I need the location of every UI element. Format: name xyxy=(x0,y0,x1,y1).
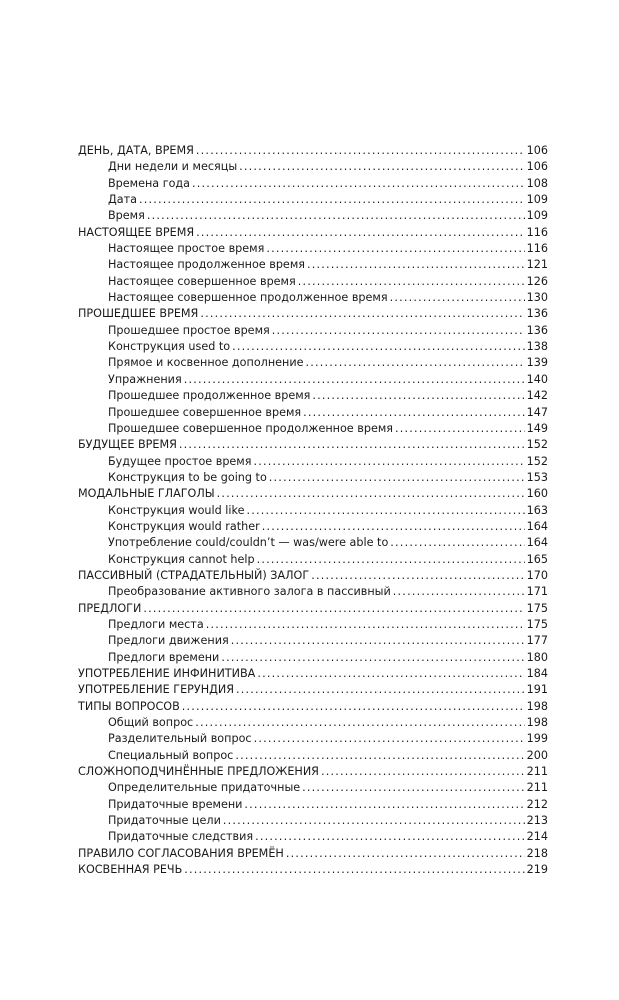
toc-entry-title: ПАССИВНЫЙ (СТРАДАТЕЛЬНЫЙ) ЗАЛОГ xyxy=(78,568,310,582)
toc-page-number: 211 xyxy=(526,765,548,779)
dot-leader xyxy=(255,829,525,845)
toc-entry-title: ТИПЫ ВОПРОСОВ xyxy=(78,699,180,713)
toc-subsection-entry xyxy=(78,650,548,666)
dot-leader xyxy=(246,503,524,519)
toc-entry-title: Конструкция cannot help xyxy=(108,552,255,566)
dot-leader xyxy=(239,159,524,175)
toc-entry-title: МОДАЛЬНЫЕ ГЛАГОЛЫ xyxy=(78,487,215,501)
toc-page-number: 175 xyxy=(526,617,548,631)
toc-subsection-entry xyxy=(78,829,548,845)
toc-page-number: 152 xyxy=(526,454,548,468)
dot-leader xyxy=(232,339,525,355)
dot-leader xyxy=(231,633,525,649)
toc-subsection-entry xyxy=(78,454,548,470)
toc-entry-title: Дни недели и месяцы xyxy=(108,160,238,174)
toc-subsection-entry xyxy=(78,159,548,175)
toc-section-entry xyxy=(78,666,548,682)
dot-leader xyxy=(206,617,525,633)
dot-leader xyxy=(266,241,524,257)
toc-entry-title: Прошедшее совершенное продолженное время xyxy=(108,421,393,435)
dot-leader xyxy=(312,388,524,404)
toc-section-entry xyxy=(78,862,548,878)
toc-page-number: 184 xyxy=(526,667,548,680)
toc-page-number: 171 xyxy=(526,585,548,599)
toc-page-number: 212 xyxy=(526,797,548,811)
toc-section-entry xyxy=(78,764,548,780)
toc-entry-title: Придаточные цели xyxy=(108,814,221,828)
dot-leader xyxy=(306,355,525,371)
toc-subsection-entry xyxy=(78,388,548,404)
toc-entry-title: Общий вопрос xyxy=(108,716,194,730)
toc-page-number: 142 xyxy=(526,389,548,403)
toc-subsection-entry xyxy=(78,813,548,829)
toc-page-number: 200 xyxy=(526,748,548,762)
dot-leader xyxy=(262,519,525,535)
toc-subsection-entry xyxy=(78,339,548,355)
toc-page-number: 130 xyxy=(526,291,548,305)
toc-entry-title: Предлоги времени xyxy=(108,650,220,664)
toc-page-number: 152 xyxy=(526,438,548,452)
toc-subsection-entry xyxy=(78,192,548,208)
dot-leader xyxy=(221,650,524,666)
toc-page-number: 149 xyxy=(526,421,548,435)
toc-entry-title: УПОТРЕБЛЕНИЕ ИНФИНИТИВА xyxy=(78,667,256,680)
toc-entry-title: Время xyxy=(108,209,145,223)
dot-leader xyxy=(192,176,525,192)
toc-entry-title: Настоящее совершенное время xyxy=(108,274,296,288)
toc-page-number: 180 xyxy=(526,650,548,664)
toc-subsection-entry xyxy=(78,470,548,486)
toc-page-number: 164 xyxy=(526,519,548,533)
dot-leader xyxy=(257,552,525,568)
toc-page-number: 106 xyxy=(526,144,548,157)
toc-subsection-entry xyxy=(78,633,548,649)
toc-page-number: 153 xyxy=(526,470,548,484)
toc-page-number: 177 xyxy=(526,634,548,648)
toc-entry-title: Конструкция used to xyxy=(108,340,231,354)
toc-page-number: 136 xyxy=(526,323,548,337)
dot-leader xyxy=(303,405,525,421)
toc-entry-title: КОСВЕННАЯ РЕЧЬ xyxy=(78,863,183,877)
toc-subsection-entry xyxy=(78,519,548,535)
toc-entry-title: Настоящее совершенное продолженное время xyxy=(108,291,388,305)
toc-entry-title: Разделительный вопрос xyxy=(108,732,252,746)
dot-leader xyxy=(298,274,525,290)
toc-page-number: 138 xyxy=(526,340,548,354)
toc-entry-title: Придаточные времени xyxy=(108,797,243,811)
dot-leader xyxy=(196,143,525,159)
toc-entry-title: Будущее простое время xyxy=(108,454,252,468)
toc-entry-title: Предлоги места xyxy=(108,617,204,631)
toc-entry-title: Прошедшее совершенное время xyxy=(108,405,302,419)
dot-leader xyxy=(223,813,525,829)
toc-page-number: 108 xyxy=(526,176,548,190)
dot-leader xyxy=(272,323,525,339)
toc-entry-title: Прямое и косвенное дополнение xyxy=(108,356,304,370)
dot-leader xyxy=(254,731,525,747)
toc-subsection-entry xyxy=(78,355,548,371)
toc-page-number: 147 xyxy=(526,405,548,419)
toc-entry-title: ПРОШЕДШЕЕ ВРЕМЯ xyxy=(78,307,199,321)
toc-subsection-entry xyxy=(78,405,548,421)
dot-leader xyxy=(321,764,525,780)
toc-section-entry xyxy=(78,306,548,322)
toc-entry-title: Дата xyxy=(108,193,137,207)
toc-page-number: 139 xyxy=(526,356,548,370)
toc-page-number: 116 xyxy=(526,242,548,256)
toc-entry-title: УПОТРЕБЛЕНИЕ ГЕРУНДИЯ xyxy=(78,683,234,697)
toc-page-number: 199 xyxy=(526,732,548,746)
toc-page-number: 136 xyxy=(526,307,548,321)
toc-page-number: 160 xyxy=(526,487,548,501)
dot-leader xyxy=(311,568,524,584)
toc-page-number: 198 xyxy=(526,699,548,713)
toc-entry-title: Времена года xyxy=(108,176,191,190)
dot-leader xyxy=(302,780,524,796)
toc-entry-title: Конструкция would like xyxy=(108,503,245,517)
dot-leader xyxy=(307,257,525,273)
toc-page-number: 211 xyxy=(526,781,548,795)
toc-entry-title: Конструкция to be going to xyxy=(108,470,267,484)
dot-leader xyxy=(390,535,524,551)
toc-entry-title: ДЕНЬ, ДАТА, ВРЕМЯ xyxy=(78,144,194,157)
dot-leader xyxy=(236,682,525,698)
dot-leader xyxy=(393,584,525,600)
toc-section-entry xyxy=(78,699,548,715)
toc-page-number: 121 xyxy=(526,258,548,272)
dot-leader xyxy=(235,748,524,764)
toc-entry-title: Придаточные следствия xyxy=(108,830,254,844)
toc-subsection-entry xyxy=(78,503,548,519)
toc-page-number: 116 xyxy=(526,225,548,239)
toc-subsection-entry xyxy=(78,780,548,796)
toc-entry-title: Предлоги движения xyxy=(108,634,229,648)
dot-leader xyxy=(147,208,525,224)
dot-leader xyxy=(244,797,524,813)
dot-leader xyxy=(143,601,524,617)
toc-section-entry xyxy=(78,486,548,502)
toc-subsection-entry xyxy=(78,552,548,568)
toc-page-number: 175 xyxy=(526,601,548,615)
toc-entry-title: Настоящее продолженное время xyxy=(108,258,305,272)
toc-entry-title: Конструкция would rather xyxy=(108,519,260,533)
dot-leader xyxy=(253,454,524,470)
toc-page-number: 140 xyxy=(526,372,548,386)
toc-page-number: 218 xyxy=(526,846,548,860)
toc-page-number: 198 xyxy=(526,716,548,730)
toc-section-entry xyxy=(78,143,548,159)
toc-entry-title: Употребление could/couldn’t — was/were able to xyxy=(108,536,389,550)
dot-leader xyxy=(200,306,524,322)
toc-entry-title: ПРЕДЛОГИ xyxy=(78,601,142,615)
dot-leader xyxy=(139,192,525,208)
dot-leader xyxy=(395,421,525,437)
dot-leader xyxy=(269,470,525,486)
toc-entry-title: Определительные придаточные xyxy=(108,781,301,795)
toc-subsection-entry xyxy=(78,715,548,731)
dot-leader xyxy=(390,290,525,306)
dot-leader xyxy=(182,699,525,715)
toc-subsection-entry xyxy=(78,797,548,813)
toc-entry-title: СЛОЖНОПОДЧИНЁННЫЕ ПРЕДЛОЖЕНИЯ xyxy=(78,765,319,779)
toc-page-number: 213 xyxy=(526,814,548,828)
toc-entry-title: ПРАВИЛО СОГЛАСОВАНИЯ ВРЕМЁН xyxy=(78,846,284,860)
toc-subsection-entry xyxy=(78,584,548,600)
toc-section-entry xyxy=(78,437,548,453)
toc-subsection-entry xyxy=(78,208,548,224)
toc-page-number: 109 xyxy=(526,193,548,207)
toc-subsection-entry xyxy=(78,241,548,257)
toc-page-number: 163 xyxy=(526,503,548,517)
toc-subsection-entry xyxy=(78,617,548,633)
dot-leader xyxy=(184,862,524,878)
toc-section-entry xyxy=(78,682,548,698)
toc-section-entry xyxy=(78,225,548,241)
toc-subsection-entry xyxy=(78,274,548,290)
toc-page-number: 109 xyxy=(526,209,548,223)
dot-leader xyxy=(195,715,524,731)
toc-section-entry xyxy=(78,846,548,862)
toc-subsection-entry xyxy=(78,748,548,764)
toc-entry-title: Прошедшее простое время xyxy=(108,323,270,337)
dot-leader xyxy=(286,846,525,862)
toc-page-number: 214 xyxy=(526,830,548,844)
toc-entry-title: Упражнения xyxy=(108,372,182,386)
toc-page-number: 164 xyxy=(526,536,548,550)
dot-leader xyxy=(217,486,525,502)
toc-entry-title: НАСТОЯЩЕЕ ВРЕМЯ xyxy=(78,225,195,239)
toc-subsection-entry xyxy=(78,323,548,339)
toc-section-entry xyxy=(78,601,548,617)
toc-section-entry xyxy=(78,568,548,584)
toc-subsection-entry xyxy=(78,535,548,551)
toc-subsection-entry xyxy=(78,421,548,437)
toc-page-number: 219 xyxy=(526,863,548,877)
dot-leader xyxy=(196,225,525,241)
dot-leader xyxy=(257,666,524,682)
toc-entry-title: Преобразование активного залога в пассивный xyxy=(108,585,391,599)
toc-subsection-entry xyxy=(78,176,548,192)
toc-page-number: 170 xyxy=(526,568,548,582)
toc-page-number: 106 xyxy=(526,160,548,174)
toc-entry-title: Прошедшее продолженное время xyxy=(108,389,311,403)
toc-subsection-entry xyxy=(78,372,548,388)
toc-page-number: 126 xyxy=(526,274,548,288)
toc-subsection-entry xyxy=(78,731,548,747)
dot-leader xyxy=(184,372,525,388)
toc-subsection-entry xyxy=(78,257,548,273)
toc-entry-title: БУДУЩЕЕ ВРЕМЯ xyxy=(78,438,177,452)
table-of-contents xyxy=(78,143,548,878)
toc-page-number: 191 xyxy=(526,683,548,697)
toc-entry-title: Специальный вопрос xyxy=(108,748,234,762)
toc-page-number: 165 xyxy=(526,552,548,566)
toc-entry-title: Настоящее простое время xyxy=(108,242,265,256)
dot-leader xyxy=(179,437,525,453)
toc-subsection-entry xyxy=(78,290,548,306)
